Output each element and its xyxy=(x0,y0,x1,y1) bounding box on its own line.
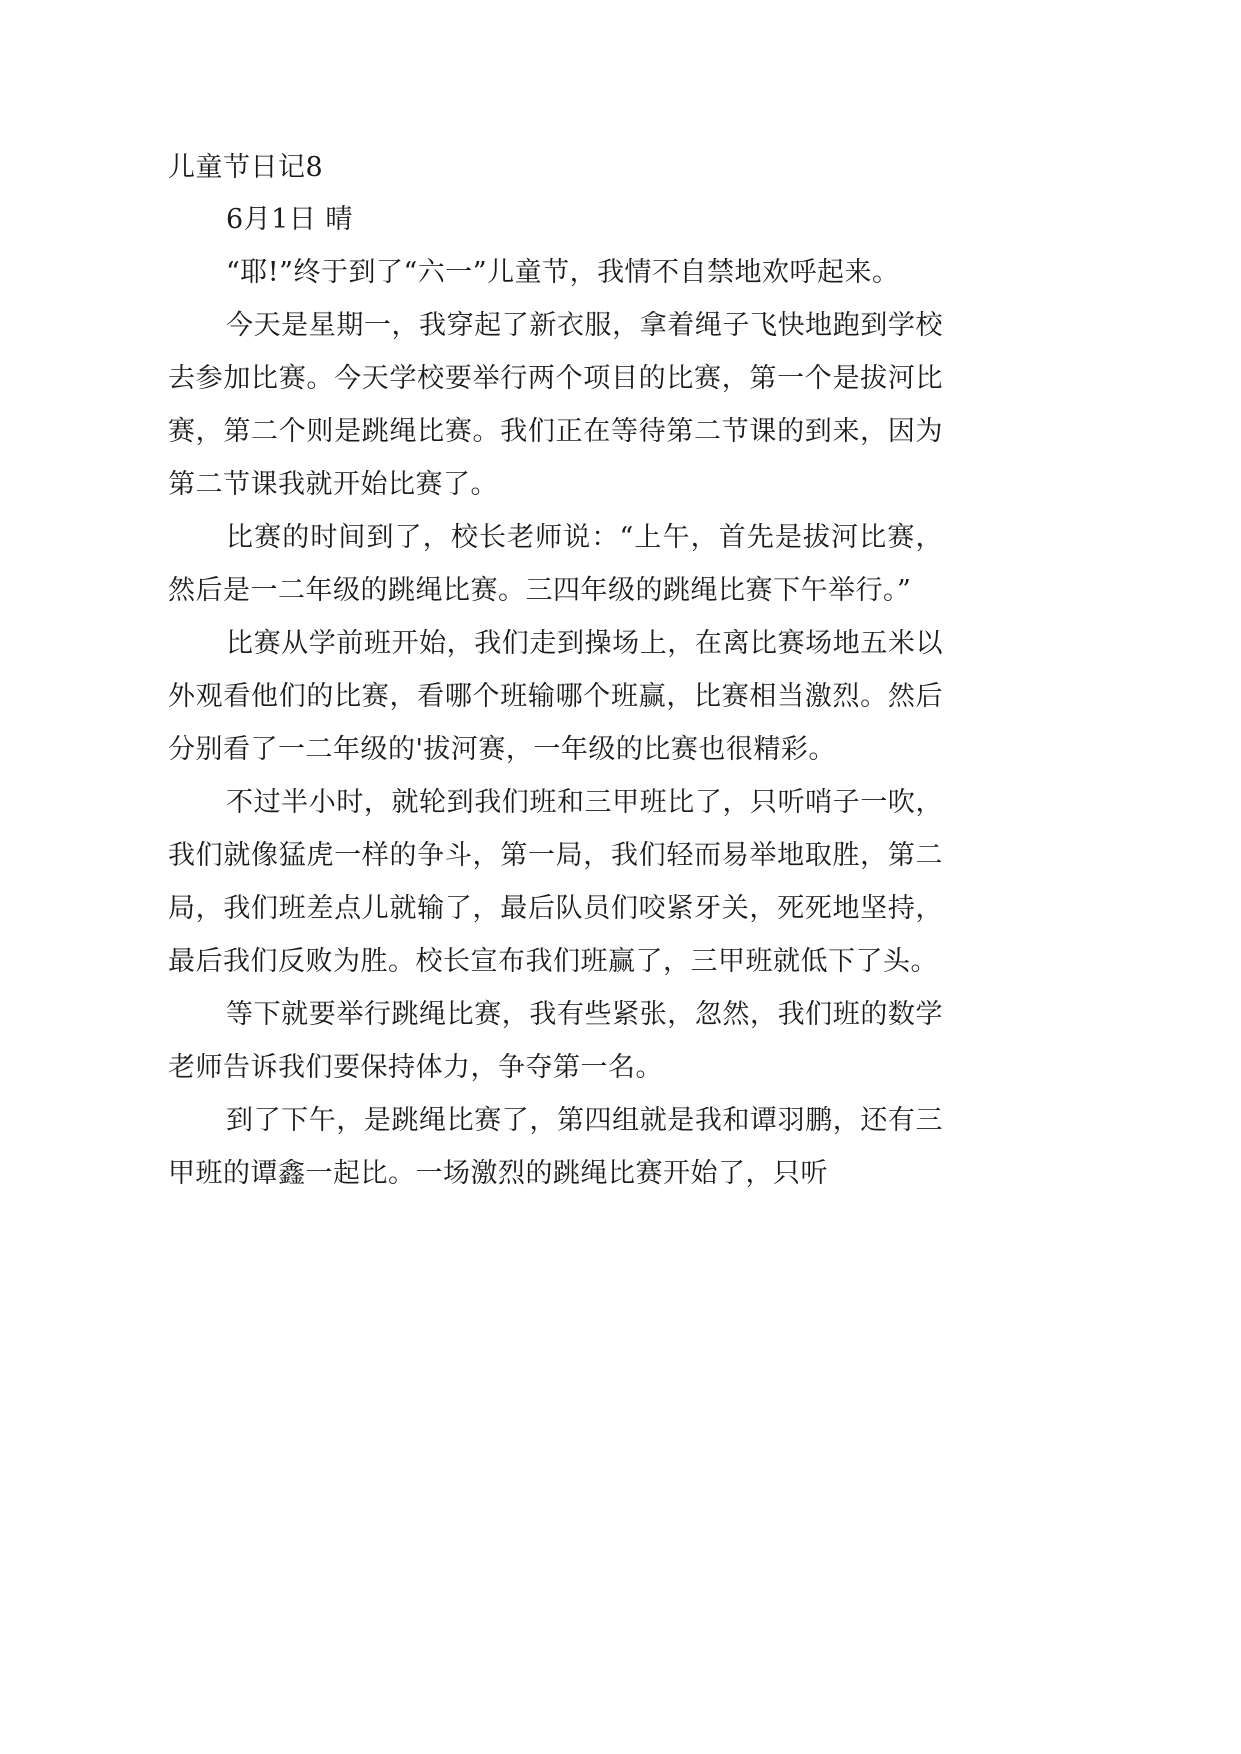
diary-date-weather: 6月1日 晴 xyxy=(226,204,353,235)
document-title: 儿童节日记8 xyxy=(168,152,324,183)
paragraph-tug-of-war: 不过半小时，就轮到我们班和三甲班比了，只听哨子一吹，我们就像猛虎一样的争斗，第一局，我们轻而易举地取胜，第二局，我们班差点儿就输了，最后队员们咬紧牙关，死死地坚持，最后我们反败为胜。校长宣布我们班赢了，三甲班就低下了头。 xyxy=(168,787,943,977)
paragraph-nervous: 等下就要举行跳绳比赛，我有些紧张，忽然，我们班的数学老师告诉我们要保持体力，争夺第一名。 xyxy=(168,999,943,1083)
paragraph-morning: 今天是星期一，我穿起了新衣服，拿着绳子飞快地跑到学校去参加比赛。今天学校要举行两个项目的比赛，第一个是拔河比赛，第二个则是跳绳比赛。我们正在等待第二节课的到来，因为第二节课我就开始比赛了。 xyxy=(168,310,943,500)
paragraph-watching: 比赛从学前班开始，我们走到操场上，在离比赛场地五米以外观看他们的比赛，看哪个班输哪个班赢，比赛相当激烈。然后分别看了一二年级的'拔河赛，一年级的比赛也很精彩。 xyxy=(168,628,943,765)
paragraph-announcement: 比赛的时间到了，校长老师说：“上午，首先是拔河比赛，然后是一二年级的跳绳比赛。三四年级的跳绳比赛下午举行。” xyxy=(168,522,943,606)
document-body xyxy=(168,142,943,1200)
paragraph-cheer: “耶!”终于到了“六一”儿童节，我情不自禁地欢呼起来。 xyxy=(226,257,900,288)
paragraph-afternoon: 到了下午，是跳绳比赛了，第四组就是我和谭羽鹏，还有三甲班的谭鑫一起比。一场激烈的跳绳比赛开始了，只听 xyxy=(168,1105,943,1189)
